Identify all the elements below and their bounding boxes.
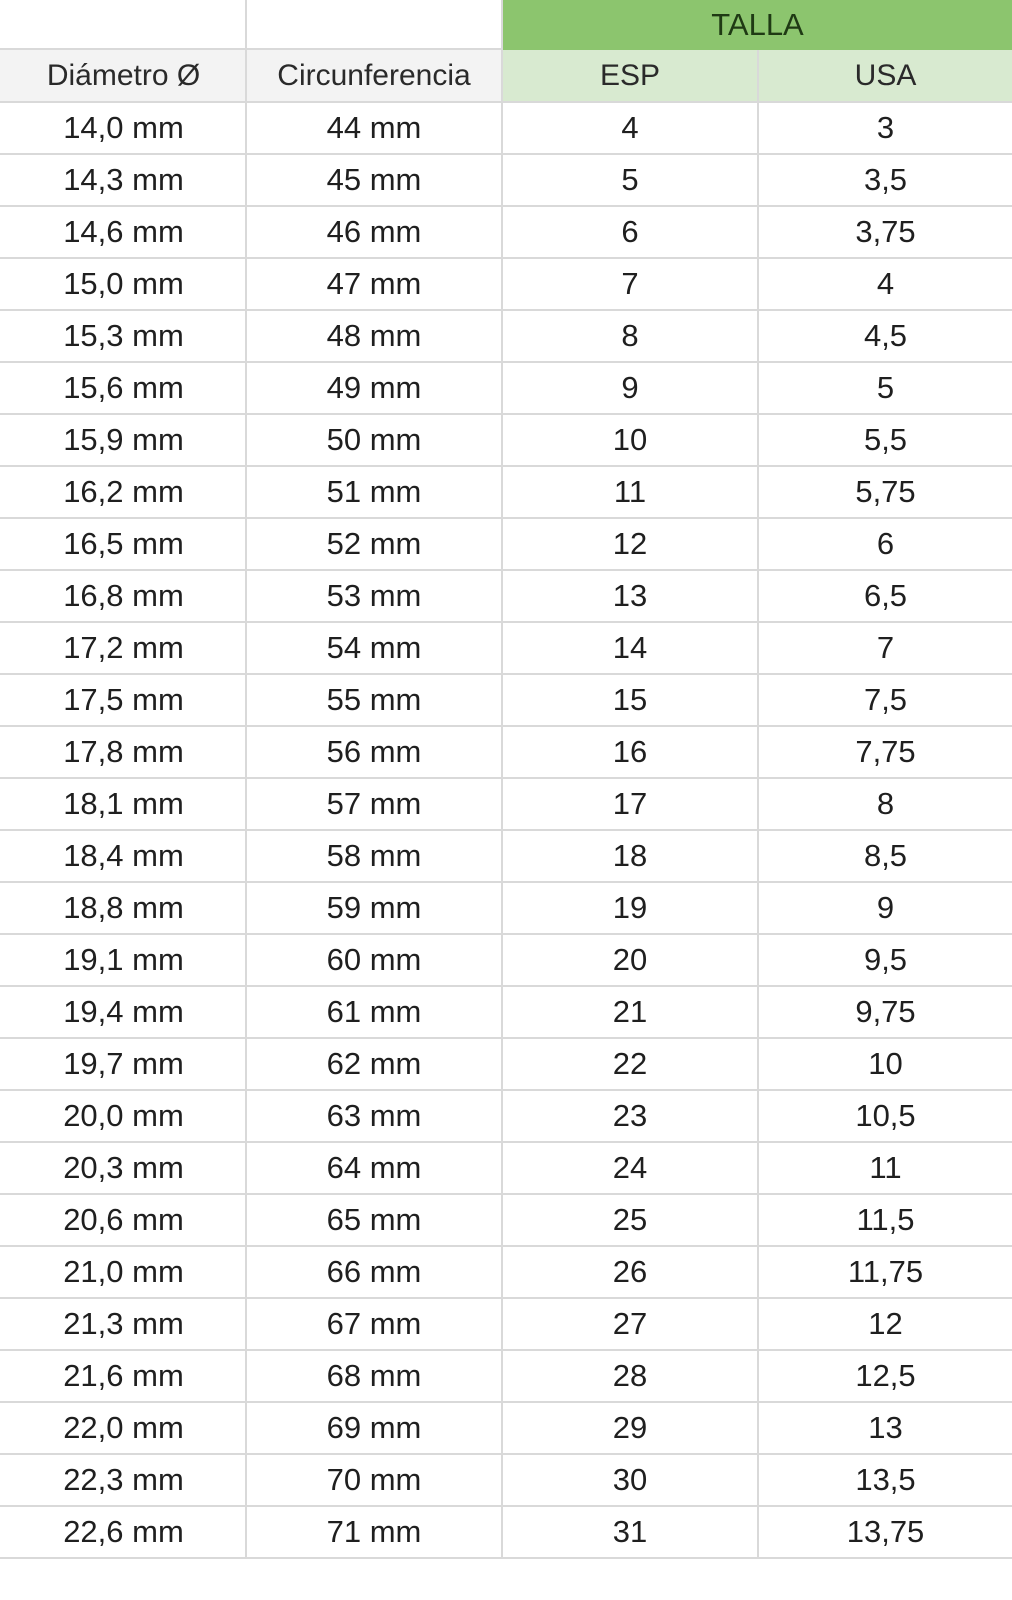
- esp-cell: 31: [502, 1506, 758, 1558]
- circunferencia-cell: 47 mm: [246, 258, 502, 310]
- usa-cell: 12,5: [758, 1350, 1012, 1402]
- diametro-cell: 19,4 mm: [1, 986, 246, 1038]
- usa-cell: 6,5: [758, 570, 1012, 622]
- esp-cell: 30: [502, 1454, 758, 1506]
- circunferencia-cell: 59 mm: [246, 882, 502, 934]
- circunferencia-cell: 57 mm: [246, 778, 502, 830]
- diametro-cell: 14,3 mm: [1, 154, 246, 206]
- diametro-cell: 20,3 mm: [1, 1142, 246, 1194]
- diametro-cell: 21,0 mm: [1, 1246, 246, 1298]
- usa-cell: 12: [758, 1298, 1012, 1350]
- table-row: [1, 570, 1012, 622]
- circunferencia-cell: 69 mm: [246, 1402, 502, 1454]
- table-row: [1, 1246, 1012, 1298]
- circunferencia-cell: 67 mm: [246, 1298, 502, 1350]
- empty-header-cell: [1, 1, 246, 49]
- circunferencia-cell: 71 mm: [246, 1506, 502, 1558]
- circunferencia-cell: 50 mm: [246, 414, 502, 466]
- table-row: [1, 362, 1012, 414]
- esp-cell: 17: [502, 778, 758, 830]
- table-row: [1, 1454, 1012, 1506]
- diametro-cell: 22,0 mm: [1, 1402, 246, 1454]
- table-row: [1, 310, 1012, 362]
- esp-cell: 21: [502, 986, 758, 1038]
- table-row: [1, 1298, 1012, 1350]
- esp-cell: 29: [502, 1402, 758, 1454]
- usa-cell: 4,5: [758, 310, 1012, 362]
- usa-cell: 5: [758, 362, 1012, 414]
- diametro-cell: 15,3 mm: [1, 310, 246, 362]
- usa-cell: 10: [758, 1038, 1012, 1090]
- circunferencia-cell: 53 mm: [246, 570, 502, 622]
- table-row: [1, 258, 1012, 310]
- diametro-cell: 18,1 mm: [1, 778, 246, 830]
- usa-cell: 7,75: [758, 726, 1012, 778]
- circunferencia-cell: 45 mm: [246, 154, 502, 206]
- esp-cell: 20: [502, 934, 758, 986]
- usa-cell: 13,5: [758, 1454, 1012, 1506]
- diametro-column-header: Diámetro Ø: [1, 49, 246, 102]
- diametro-cell: 22,6 mm: [1, 1506, 246, 1558]
- table-row: [1, 154, 1012, 206]
- diametro-cell: 20,0 mm: [1, 1090, 246, 1142]
- circunferencia-column-header: Circunferencia: [246, 49, 502, 102]
- table-row: [1, 1506, 1012, 1558]
- diametro-cell: 14,0 mm: [1, 102, 246, 154]
- usa-cell: 9,5: [758, 934, 1012, 986]
- circunferencia-cell: 51 mm: [246, 466, 502, 518]
- circunferencia-cell: 70 mm: [246, 1454, 502, 1506]
- circunferencia-cell: 55 mm: [246, 674, 502, 726]
- table-body: [1, 102, 1012, 1558]
- talla-group-header: TALLA: [502, 1, 1012, 49]
- circunferencia-cell: 68 mm: [246, 1350, 502, 1402]
- esp-cell: 14: [502, 622, 758, 674]
- diametro-cell: 21,3 mm: [1, 1298, 246, 1350]
- diametro-cell: 15,9 mm: [1, 414, 246, 466]
- table-row: [1, 1194, 1012, 1246]
- circunferencia-cell: 63 mm: [246, 1090, 502, 1142]
- esp-cell: 11: [502, 466, 758, 518]
- table-row: [1, 882, 1012, 934]
- esp-cell: 13: [502, 570, 758, 622]
- esp-cell: 4: [502, 102, 758, 154]
- circunferencia-cell: 54 mm: [246, 622, 502, 674]
- diametro-cell: 19,1 mm: [1, 934, 246, 986]
- circunferencia-cell: 58 mm: [246, 830, 502, 882]
- table-row: [1, 1090, 1012, 1142]
- usa-cell: 7: [758, 622, 1012, 674]
- esp-cell: 16: [502, 726, 758, 778]
- esp-cell: 27: [502, 1298, 758, 1350]
- circunferencia-cell: 48 mm: [246, 310, 502, 362]
- diametro-cell: 22,3 mm: [1, 1454, 246, 1506]
- circunferencia-cell: 64 mm: [246, 1142, 502, 1194]
- column-header-row: [1, 49, 1012, 102]
- table-row: [1, 934, 1012, 986]
- usa-cell: 8,5: [758, 830, 1012, 882]
- usa-cell: 3,75: [758, 206, 1012, 258]
- circunferencia-cell: 60 mm: [246, 934, 502, 986]
- group-header-row: [1, 1, 1012, 49]
- esp-cell: 25: [502, 1194, 758, 1246]
- table-row: [1, 466, 1012, 518]
- circunferencia-cell: 46 mm: [246, 206, 502, 258]
- esp-cell: 18: [502, 830, 758, 882]
- diametro-cell: 19,7 mm: [1, 1038, 246, 1090]
- table-row: [1, 1142, 1012, 1194]
- table-row: [1, 518, 1012, 570]
- esp-cell: 23: [502, 1090, 758, 1142]
- diametro-cell: 15,6 mm: [1, 362, 246, 414]
- table-row: [1, 986, 1012, 1038]
- diametro-cell: 17,5 mm: [1, 674, 246, 726]
- esp-cell: 6: [502, 206, 758, 258]
- usa-column-header: USA: [758, 49, 1012, 102]
- usa-cell: 11,75: [758, 1246, 1012, 1298]
- usa-cell: 6: [758, 518, 1012, 570]
- diametro-cell: 18,4 mm: [1, 830, 246, 882]
- usa-cell: 8: [758, 778, 1012, 830]
- esp-cell: 7: [502, 258, 758, 310]
- diametro-cell: 17,8 mm: [1, 726, 246, 778]
- usa-cell: 5,75: [758, 466, 1012, 518]
- usa-cell: 10,5: [758, 1090, 1012, 1142]
- esp-cell: 10: [502, 414, 758, 466]
- table-row: [1, 622, 1012, 674]
- esp-cell: 24: [502, 1142, 758, 1194]
- empty-header-cell: [246, 1, 502, 49]
- diametro-cell: 17,2 mm: [1, 622, 246, 674]
- circunferencia-cell: 52 mm: [246, 518, 502, 570]
- usa-cell: 13,75: [758, 1506, 1012, 1558]
- usa-cell: 3,5: [758, 154, 1012, 206]
- diametro-cell: 21,6 mm: [1, 1350, 246, 1402]
- esp-cell: 28: [502, 1350, 758, 1402]
- circunferencia-cell: 62 mm: [246, 1038, 502, 1090]
- usa-cell: 11,5: [758, 1194, 1012, 1246]
- esp-cell: 22: [502, 1038, 758, 1090]
- diametro-cell: 14,6 mm: [1, 206, 246, 258]
- circunferencia-cell: 65 mm: [246, 1194, 502, 1246]
- table-row: [1, 726, 1012, 778]
- diametro-cell: 20,6 mm: [1, 1194, 246, 1246]
- table-row: [1, 206, 1012, 258]
- table-row: [1, 414, 1012, 466]
- table-row: [1, 102, 1012, 154]
- diametro-cell: 15,0 mm: [1, 258, 246, 310]
- usa-cell: 9: [758, 882, 1012, 934]
- esp-cell: 9: [502, 362, 758, 414]
- usa-cell: 11: [758, 1142, 1012, 1194]
- usa-cell: 4: [758, 258, 1012, 310]
- usa-cell: 9,75: [758, 986, 1012, 1038]
- esp-cell: 15: [502, 674, 758, 726]
- circunferencia-cell: 49 mm: [246, 362, 502, 414]
- esp-cell: 8: [502, 310, 758, 362]
- esp-cell: 19: [502, 882, 758, 934]
- usa-cell: 13: [758, 1402, 1012, 1454]
- usa-cell: 7,5: [758, 674, 1012, 726]
- esp-cell: 12: [502, 518, 758, 570]
- diametro-cell: 18,8 mm: [1, 882, 246, 934]
- table-row: [1, 1402, 1012, 1454]
- diametro-cell: 16,5 mm: [1, 518, 246, 570]
- table-row: [1, 1038, 1012, 1090]
- table-row: [1, 1350, 1012, 1402]
- usa-cell: 5,5: [758, 414, 1012, 466]
- esp-cell: 5: [502, 154, 758, 206]
- circunferencia-cell: 44 mm: [246, 102, 502, 154]
- diametro-cell: 16,2 mm: [1, 466, 246, 518]
- diametro-cell: 16,8 mm: [1, 570, 246, 622]
- usa-cell: 3: [758, 102, 1012, 154]
- table-row: [1, 674, 1012, 726]
- circunferencia-cell: 61 mm: [246, 986, 502, 1038]
- table-row: [1, 778, 1012, 830]
- esp-column-header: ESP: [502, 49, 758, 102]
- esp-cell: 26: [502, 1246, 758, 1298]
- table-row: [1, 830, 1012, 882]
- circunferencia-cell: 56 mm: [246, 726, 502, 778]
- circunferencia-cell: 66 mm: [246, 1246, 502, 1298]
